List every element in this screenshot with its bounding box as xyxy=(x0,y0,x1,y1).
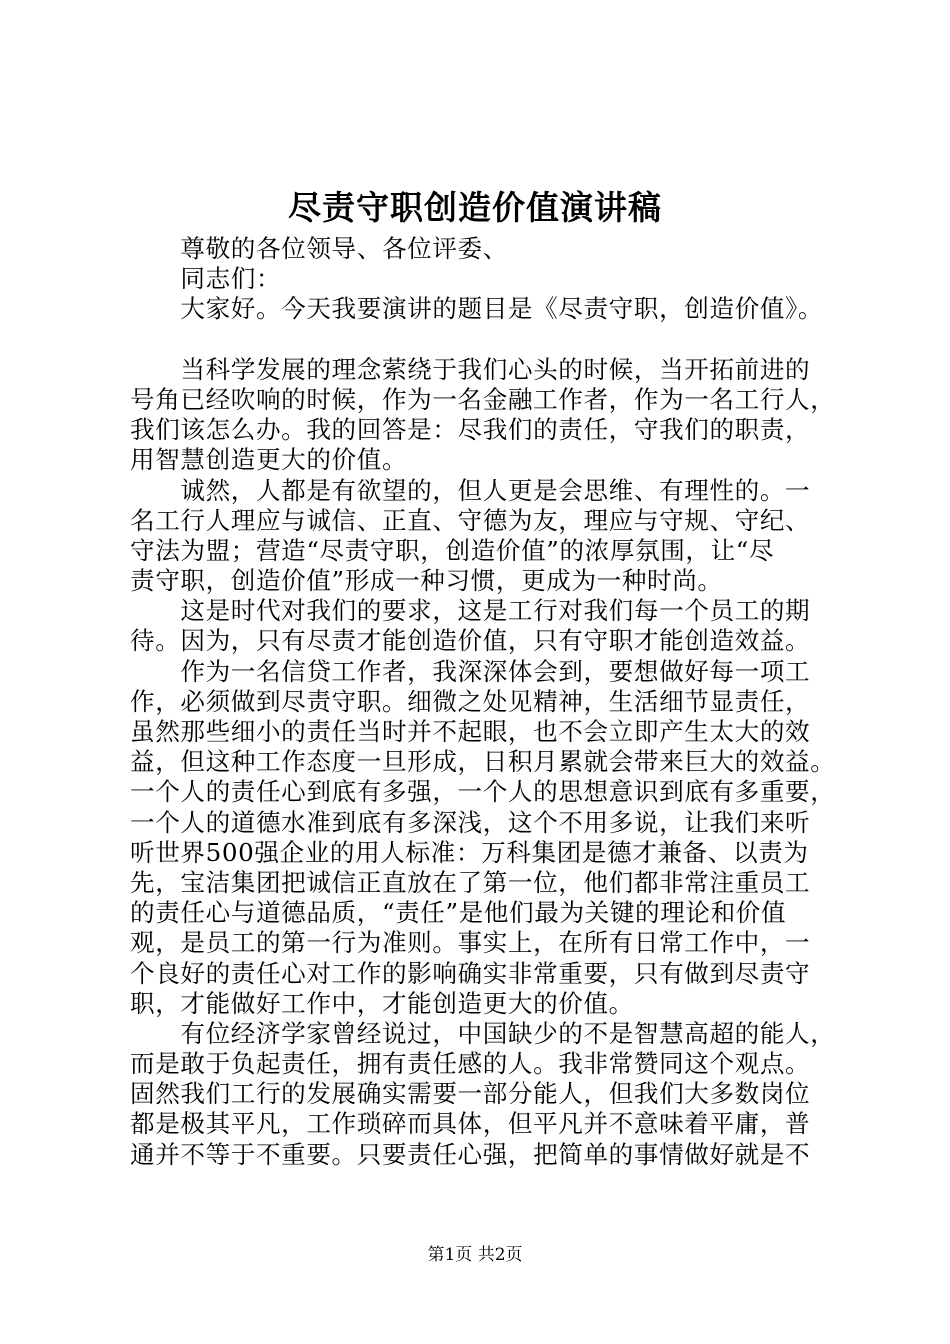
text-line: 一个人的责任心到底有多强，一个人的思想意识到底有多重要， xyxy=(130,777,836,807)
text-line: 而是敢于负起责任，拥有责任感的人。我非常赞同这个观点。 xyxy=(130,1049,811,1079)
text-line: 观，是员工的第一行为准则。事实上，在所有日常工作中，一 xyxy=(130,928,811,958)
text-line: 这是时代对我们的要求，这是工行对我们每一个员工的期 xyxy=(130,596,811,626)
text-line: 固然我们工行的发展确实需要一部分能人，但我们大多数岗位 xyxy=(130,1079,811,1109)
text-line: 听世界500强企业的用人标准：万科集团是德才兼备、以责为 xyxy=(130,837,809,867)
document-title: 尽责守职创造价值演讲稿 xyxy=(288,188,662,227)
text-line: 虽然那些细小的责任当时并不起眼，也不会立即产生太大的效 xyxy=(130,717,811,746)
text-line: 诚然，人都是有欲望的，但人更是会思维、有理性的。一 xyxy=(130,475,811,505)
text-line: 号角已经吹响的时候，作为一名金融工作者，作为一名工行人， xyxy=(130,384,836,414)
text-line: 职，才能做好工作中，才能创造更大的价值。 xyxy=(130,988,634,1018)
text-line: 作为一名信贷工作者，我深深体会到，要想做好每一项工 xyxy=(130,656,811,686)
text-line: 一个人的道德水准到底有多深浅，这个不用多说，让我们来听 xyxy=(130,807,811,837)
document-body xyxy=(130,234,850,1170)
page-footer: 第1页 共2页 xyxy=(427,1245,523,1265)
text-line: 作，必须做到尽责守职。细微之处见精神，生活细节显责任， xyxy=(130,686,811,716)
text-line: 益，但这种工作态度一旦形成，日积月累就会带来巨大的效益。 xyxy=(130,747,836,777)
text-line: 待。因为，只有尽责才能创造价值，只有守职才能创造效益。 xyxy=(130,626,811,656)
text-line: 通并不等于不重要。只要责任心强，把简单的事情做好就是不 xyxy=(130,1139,811,1169)
text-line: 都是极其平凡，工作琐碎而具体，但平凡并不意味着平庸，普 xyxy=(130,1109,811,1139)
text-line: 责守职，创造价值”形成一种习惯，更成为一种时尚。 xyxy=(130,566,723,596)
text-line: 大家好。今天我要演讲的题目是《尽责守职，创造价值》。 xyxy=(130,294,824,324)
blank-line xyxy=(130,325,850,355)
text-line: 先，宝洁集团把诚信正直放在了第一位，他们都非常注重员工 xyxy=(130,867,811,897)
text-line: 名工行人理应与诚信、正直、守德为友，理应与守规、守纪、 xyxy=(130,505,811,535)
text-line: 同志们： xyxy=(130,264,282,294)
text-line: 尊敬的各位领导、各位评委、 xyxy=(130,234,508,263)
text-line: 当科学发展的理念萦绕于我们心头的时候，当开拓前进的 xyxy=(130,354,811,384)
text-line: 我们该怎么办。我的回答是：尽我们的责任，守我们的职责， xyxy=(130,415,811,445)
text-line: 用智慧创造更大的价值。 xyxy=(130,445,408,475)
text-line: 个良好的责任心对工作的影响确实非常重要，只有做到尽责守 xyxy=(130,958,811,988)
text-line: 有位经济学家曾经说过，中国缺少的不是智慧高超的能人， xyxy=(130,1018,836,1048)
text-line: 的责任心与道德品质，“责任”是他们最为关键的理论和价值 xyxy=(130,898,787,928)
text-line: 守法为盟；营造“尽责守职，创造价值”的浓厚氛围，让“尽 xyxy=(130,535,775,565)
